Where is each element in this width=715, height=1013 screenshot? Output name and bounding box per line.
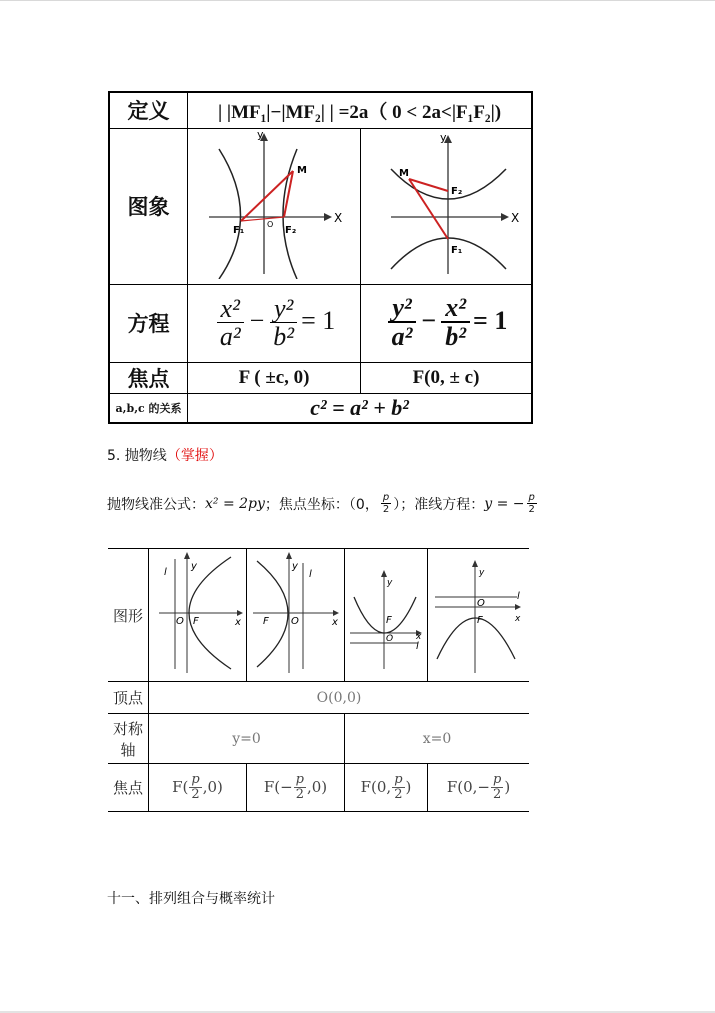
focus1-pre: F( bbox=[172, 777, 189, 796]
section-5-title: 抛物线 bbox=[124, 448, 167, 464]
parabola-focus-3 bbox=[345, 764, 428, 812]
vertex-label: 顶点 bbox=[108, 682, 149, 714]
focus1-den: 2 bbox=[191, 787, 200, 802]
focus4-fraction bbox=[491, 773, 503, 803]
pfig1-f: F bbox=[192, 616, 199, 627]
relation-label: a,b,c 的关系 bbox=[109, 393, 188, 423]
fig2-x-label: X bbox=[511, 211, 520, 225]
eq2-numerator1: y² bbox=[388, 294, 415, 323]
pfig2-f: F bbox=[262, 616, 269, 627]
eq2-denominator1: a² bbox=[391, 322, 413, 352]
focus-label: 焦点 bbox=[109, 362, 188, 393]
focus-frac-num: p bbox=[382, 492, 390, 503]
pfig3-o: O bbox=[386, 634, 394, 644]
fig1-origin-label: O bbox=[267, 220, 274, 229]
eq1-denominator1: a² bbox=[219, 321, 241, 351]
pfig2-x: x bbox=[331, 617, 338, 628]
section-5-note: 掌握 bbox=[180, 448, 209, 464]
hyperbola-y-axis-graph bbox=[361, 129, 531, 279]
focus3-fraction bbox=[392, 773, 404, 803]
focus4-pre: F(0, bbox=[446, 777, 478, 796]
hyperbola-horizontal-figure bbox=[188, 128, 361, 284]
shape-row bbox=[108, 549, 529, 682]
parabola-right-figure bbox=[149, 549, 247, 682]
parabola-table bbox=[108, 548, 529, 812]
pfig3-x: x bbox=[416, 632, 422, 642]
eq1-numerator1: x² bbox=[217, 295, 244, 323]
parabola-down-graph bbox=[431, 549, 527, 677]
pfig4-f: F bbox=[476, 615, 483, 626]
formula-directrix-eq: y = − bbox=[484, 495, 525, 512]
section-5-heading bbox=[107, 445, 223, 465]
focus1-fraction bbox=[189, 773, 201, 803]
axis-row bbox=[108, 714, 529, 764]
fig2-f1-label: F₁ bbox=[451, 245, 463, 256]
definition-text: | |MF₁|−|MF₂| | =2a（ 0 < 2a<|F₁F₂|) bbox=[188, 92, 532, 128]
eq1-numerator2: y² bbox=[270, 295, 297, 323]
focus1-post: ,0) bbox=[202, 777, 223, 796]
pfig4-o: O bbox=[476, 598, 485, 609]
focus4-sign: − bbox=[477, 777, 490, 796]
eq2-rhs: = 1 bbox=[473, 305, 508, 335]
formula-label: 抛物线准公式： bbox=[107, 496, 205, 513]
pfig1-l: l bbox=[163, 567, 167, 578]
pfig3-y: y bbox=[387, 578, 393, 588]
section-5-note-close: ） bbox=[208, 448, 223, 464]
equation-horizontal bbox=[188, 284, 361, 362]
eq1-denominator2: b² bbox=[273, 321, 295, 351]
focus-frac-den: 2 bbox=[382, 504, 390, 515]
parabola-focus-label: 焦点 bbox=[108, 764, 149, 812]
section-5-number: 5. bbox=[107, 448, 121, 464]
pfig1-o: O bbox=[175, 616, 184, 627]
formula-directrix-label: ）；准线方程： bbox=[393, 496, 485, 513]
focus4-num: p bbox=[492, 771, 502, 787]
top-border bbox=[0, 0, 715, 1]
pfig3-l: l bbox=[416, 641, 419, 652]
fig2-m-label: M bbox=[399, 168, 409, 179]
equation-label: 方程 bbox=[109, 284, 188, 362]
relation-formula: c² = a² + b² bbox=[188, 393, 532, 423]
focus3-den: 2 bbox=[394, 787, 403, 802]
axis-value-1: y=0 bbox=[149, 714, 345, 764]
parabola-right-graph bbox=[151, 549, 245, 677]
eq1-rhs: = 1 bbox=[301, 305, 336, 335]
section-5-note-open: （ bbox=[166, 448, 181, 464]
eq1-minus: − bbox=[249, 305, 265, 335]
parabola-focus-4 bbox=[428, 764, 530, 812]
image-label: 图象 bbox=[109, 128, 188, 284]
focus1-num: p bbox=[191, 771, 200, 787]
eq2-numerator2: x² bbox=[441, 294, 470, 323]
pfig2-y: y bbox=[291, 561, 298, 572]
equation-row bbox=[109, 284, 532, 362]
focus4-den: 2 bbox=[493, 787, 502, 802]
focus2-den: 2 bbox=[295, 787, 304, 802]
definition-label: 定义 bbox=[109, 92, 188, 128]
pfig4-l: l bbox=[516, 591, 520, 602]
parabola-focus-2 bbox=[247, 764, 345, 812]
shape-label: 图形 bbox=[108, 549, 149, 682]
focus2-sign: − bbox=[280, 777, 293, 796]
formula-focus-label: ；焦点坐标：（0， bbox=[264, 496, 379, 513]
fig2-f2-label: F₂ bbox=[451, 186, 463, 197]
formula-standard-eq: x² = 2py bbox=[205, 495, 265, 512]
directrix-frac-den: 2 bbox=[528, 504, 535, 515]
focus2-num: p bbox=[295, 771, 304, 787]
focus3-pre: F(0, bbox=[360, 777, 392, 796]
focus-vertical: F(0, ± c) bbox=[361, 362, 533, 393]
parabola-left-graph bbox=[249, 549, 343, 677]
focus-row bbox=[109, 362, 532, 393]
focus3-num: p bbox=[394, 771, 403, 787]
definition-row bbox=[109, 92, 532, 128]
formula-directrix-fraction bbox=[527, 492, 537, 515]
image-row bbox=[109, 128, 532, 284]
focus2-post: ,0) bbox=[307, 777, 328, 796]
fig1-f2-label: F₂ bbox=[285, 225, 297, 236]
axis-value-2: x=0 bbox=[345, 714, 530, 764]
vertex-row bbox=[108, 682, 529, 714]
fig1-y-label: y bbox=[257, 129, 264, 141]
pfig4-y: y bbox=[478, 568, 484, 578]
focus4-post: ) bbox=[504, 777, 511, 796]
pfig4-x: x bbox=[514, 614, 520, 624]
formula-focus-fraction bbox=[381, 492, 391, 515]
fig2-y-label: y bbox=[440, 131, 447, 144]
equation-vertical bbox=[361, 284, 533, 362]
parabola-up-graph bbox=[346, 549, 426, 677]
pfig2-l: l bbox=[308, 569, 312, 580]
pfig3-f: F bbox=[386, 615, 392, 626]
parabola-up-figure bbox=[345, 549, 428, 682]
focus-horizontal: F ( ±c, 0) bbox=[188, 362, 361, 393]
hyperbola-x-axis-graph bbox=[189, 129, 359, 279]
pfig2-o: O bbox=[290, 616, 299, 627]
focus2-fraction bbox=[294, 773, 306, 803]
axis-label: 对称轴 bbox=[108, 714, 149, 764]
parabola-focus-row bbox=[108, 764, 529, 812]
section-11-heading: 十一、排列组合与概率统计 bbox=[107, 891, 275, 907]
vertex-value: O(0,0) bbox=[149, 682, 530, 714]
focus3-post: ) bbox=[405, 777, 412, 796]
eq2-denominator2: b² bbox=[445, 322, 467, 352]
hyperbola-vertical-figure bbox=[361, 128, 533, 284]
fig1-x-label: X bbox=[334, 211, 343, 225]
fig1-f1-label: F₁ bbox=[233, 225, 245, 236]
hyperbola-table bbox=[108, 91, 533, 424]
parabola-focus-1 bbox=[149, 764, 247, 812]
directrix-frac-num: p bbox=[528, 492, 535, 503]
eq2-minus: − bbox=[421, 305, 437, 335]
focus2-pre: F( bbox=[263, 777, 281, 796]
parabola-down-figure bbox=[428, 549, 530, 682]
pfig1-y: y bbox=[190, 561, 197, 572]
pfig1-x: x bbox=[234, 617, 241, 628]
fig1-m-label: M bbox=[297, 165, 307, 176]
parabola-formula-line bbox=[107, 492, 539, 515]
relation-row bbox=[109, 393, 532, 423]
parabola-left-figure bbox=[247, 549, 345, 682]
